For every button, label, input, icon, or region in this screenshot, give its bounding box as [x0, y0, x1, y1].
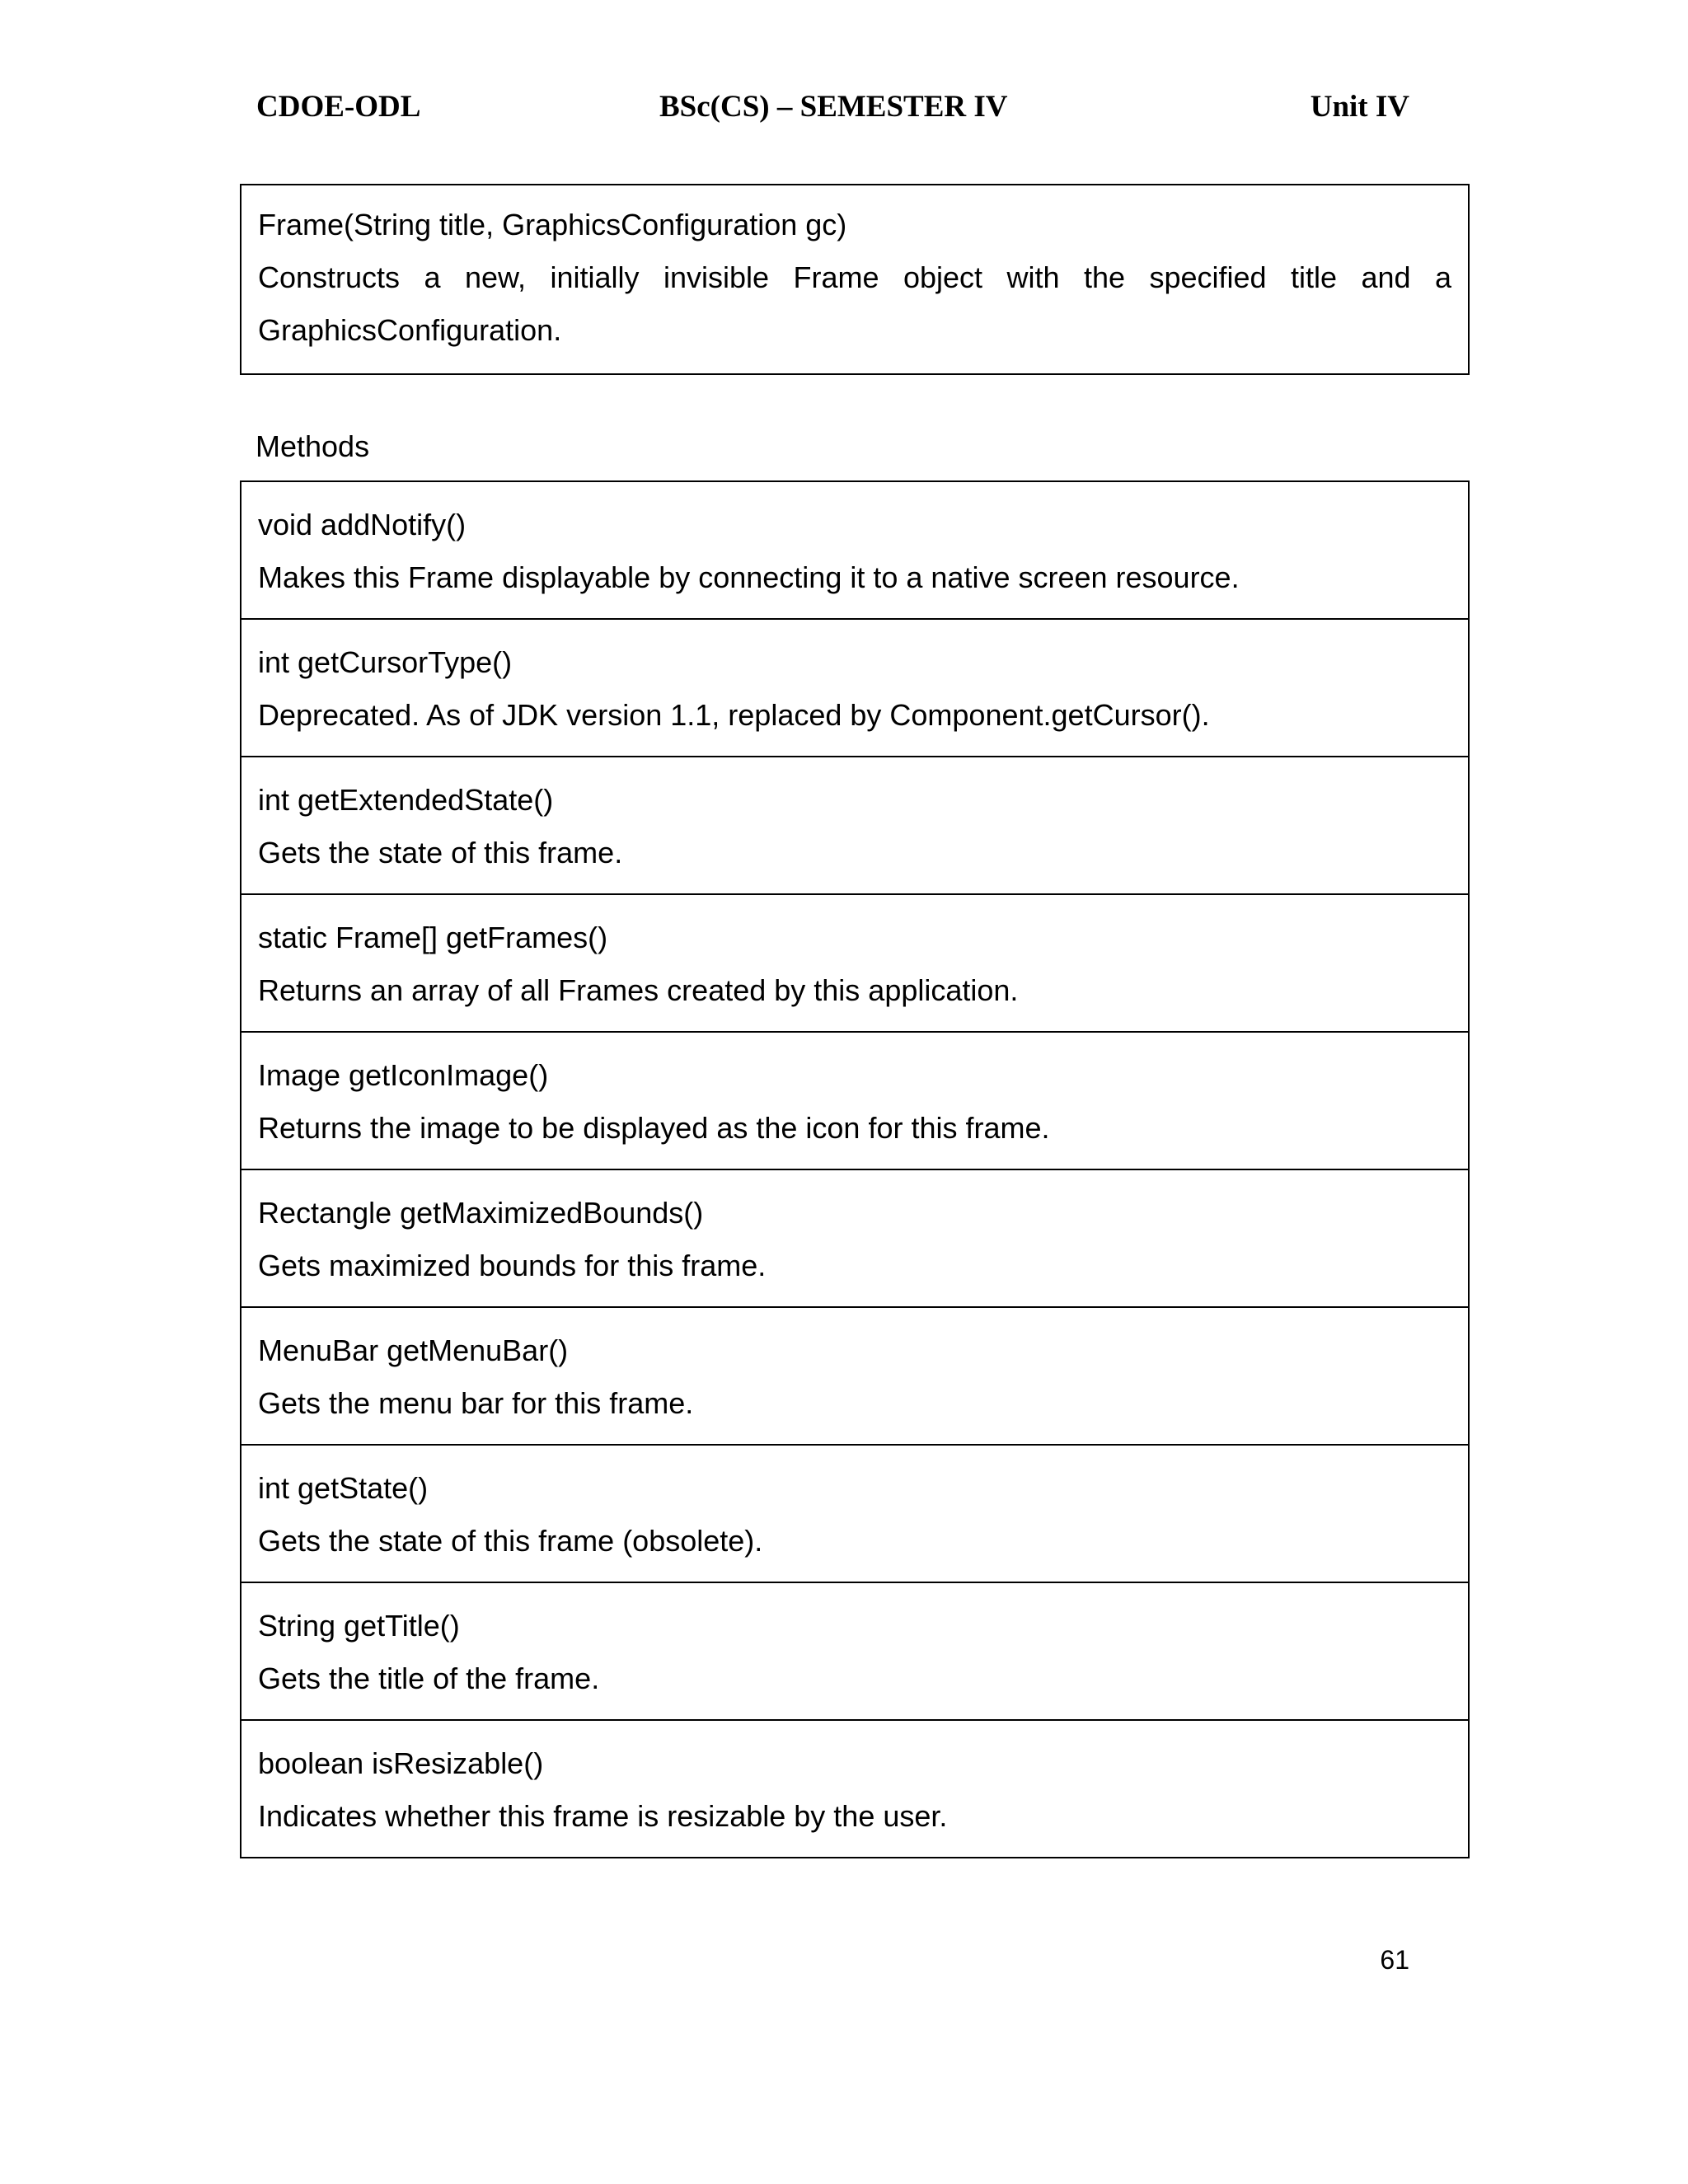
header-unit: Unit IV: [1310, 90, 1409, 124]
method-description: Gets the menu bar for this frame.: [258, 1386, 694, 1420]
method-description: Indicates whether this frame is resizable by the user.: [258, 1799, 948, 1833]
method-row: [241, 1446, 1468, 1583]
method-signature: static Frame[] getFrames(): [258, 921, 608, 954]
method-row: [241, 757, 1468, 895]
method-signature: Rectangle getMaximizedBounds(): [258, 1196, 704, 1230]
method-description: Returns an array of all Frames created by this application.: [258, 973, 1019, 1007]
method-row: [241, 482, 1468, 620]
method-row: [241, 1721, 1468, 1857]
method-signature: int getExtendedState(): [258, 783, 554, 817]
header-course: BSc(CS) – SEMESTER IV: [659, 90, 1008, 124]
constructor-signature: Frame(String title, GraphicsConfiguration gc): [258, 208, 847, 241]
method-description: Gets the title of the frame.: [258, 1661, 600, 1695]
constructor-box: [240, 184, 1470, 375]
header-institution: CDOE-ODL: [256, 90, 421, 124]
method-description: Gets the state of this frame.: [258, 836, 623, 869]
method-description: Gets the state of this frame (obsolete).: [258, 1524, 763, 1558]
method-row: [241, 1308, 1468, 1446]
method-signature: boolean isResizable(): [258, 1746, 544, 1780]
methods-table: [240, 480, 1470, 1858]
method-row: [241, 620, 1468, 757]
constructor-description: Constructs a new, initially invisible Frame object with the specified title and a GraphicsConfiguration.: [258, 260, 1451, 347]
method-signature: int getState(): [258, 1471, 429, 1505]
method-signature: int getCursorType(): [258, 645, 513, 679]
method-signature: MenuBar getMenuBar(): [258, 1333, 569, 1367]
method-signature: String getTitle(): [258, 1609, 460, 1643]
method-signature: void addNotify(): [258, 508, 467, 541]
method-description: Makes this Frame displayable by connecting it to a native screen resource.: [258, 560, 1240, 594]
method-description: Returns the image to be displayed as the icon for this frame.: [258, 1111, 1050, 1145]
page-header: [0, 89, 1688, 138]
method-signature: Image getIconImage(): [258, 1058, 549, 1092]
method-description: Deprecated. As of JDK version 1.1, replaced by Component.getCursor().: [258, 698, 1210, 732]
method-row: [241, 1170, 1468, 1308]
method-row: [241, 895, 1468, 1033]
method-description: Gets maximized bounds for this frame.: [258, 1249, 767, 1282]
method-row: [241, 1583, 1468, 1721]
page-number: 61: [1380, 1945, 1409, 1975]
method-row: [241, 1033, 1468, 1170]
methods-heading: Methods: [256, 429, 370, 463]
